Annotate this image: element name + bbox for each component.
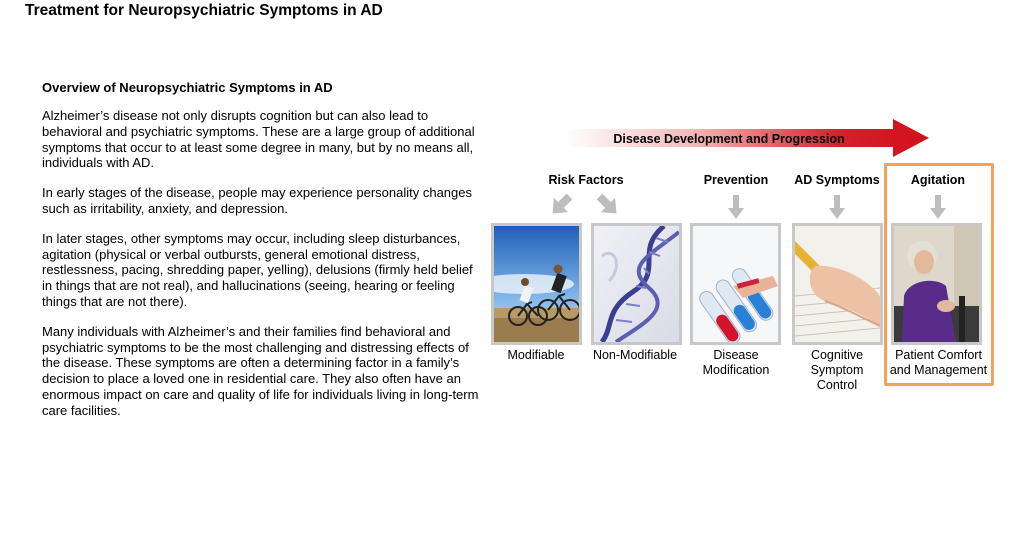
cyclists-photo-icon [494, 226, 579, 342]
dna-photo-icon [594, 226, 679, 342]
arrow-down-right-icon [595, 193, 621, 217]
panel-cognitive [792, 223, 883, 345]
overview-paragraph-1: Alzheimer’s disease not only disrupts cognition but can also lead to behavioral and psychiatric symptoms. These are a large group of additional symptoms that occur to at least some degree in many, but by no means all, individuals with AD. [42, 108, 475, 171]
arrow-down-icon [829, 195, 845, 219]
overview-section [42, 80, 482, 433]
caption-cognitive: Cognitive Symptom Control [810, 348, 864, 392]
pencil-writing-photo-icon [795, 226, 880, 342]
caption-disease-modification: Disease Modification [702, 348, 770, 377]
header-prevention: Prevention [703, 173, 769, 187]
caption-patient: Patient Comfort and Management [889, 348, 988, 377]
agitation-highlight-box [884, 163, 994, 386]
panel-modifiable [491, 223, 582, 345]
progression-arrow [565, 118, 929, 158]
progression-arrow-label: Disease Development and Progression [613, 132, 845, 146]
caption-modifiable: Modifiable [507, 348, 565, 362]
overview-paragraph-4: Many individuals with Alzheimer’s and their families find behavioral and psychiatric symptoms to be the most challenging and distressing effects of the disease. These symptoms are often a determining factor in a family’s decision to place a loved one in residential care. They also often have an enormous impact on care and quality of life for individuals living in long-term care facilities. [42, 323, 479, 418]
panel-non-modifiable [591, 223, 682, 345]
overview-heading: Overview of Neuropsychiatric Symptoms in AD [42, 80, 333, 95]
caption-non-modifiable: Non-Modifiable [592, 348, 678, 362]
test-tubes-photo-icon [693, 226, 778, 342]
header-risk-factors: Risk Factors [548, 173, 624, 187]
page-title: Treatment for Neuropsychiatric Symptoms in AD [25, 2, 383, 19]
header-agitation: Agitation [910, 173, 966, 187]
arrow-down-icon [728, 195, 744, 219]
arrow-down-left-icon [548, 193, 574, 217]
panel-disease-modification [690, 223, 781, 345]
header-ad-symptoms: AD Symptoms [794, 173, 880, 187]
overview-paragraph-3: In later stages, other symptoms may occur, including sleep disturbances, agitation (physical or verbal outbursts, general emotional distress, restlessness, pacing, shredding paper, yelling), delusions (firmly held belief in things that are not real), and hallucinations (seeing, hearing or feeling things that are not there). [42, 230, 473, 309]
overview-paragraph-2: In early stages of the disease, people may experience personality changes such as irritability, anxiety, and depression. [42, 185, 472, 216]
